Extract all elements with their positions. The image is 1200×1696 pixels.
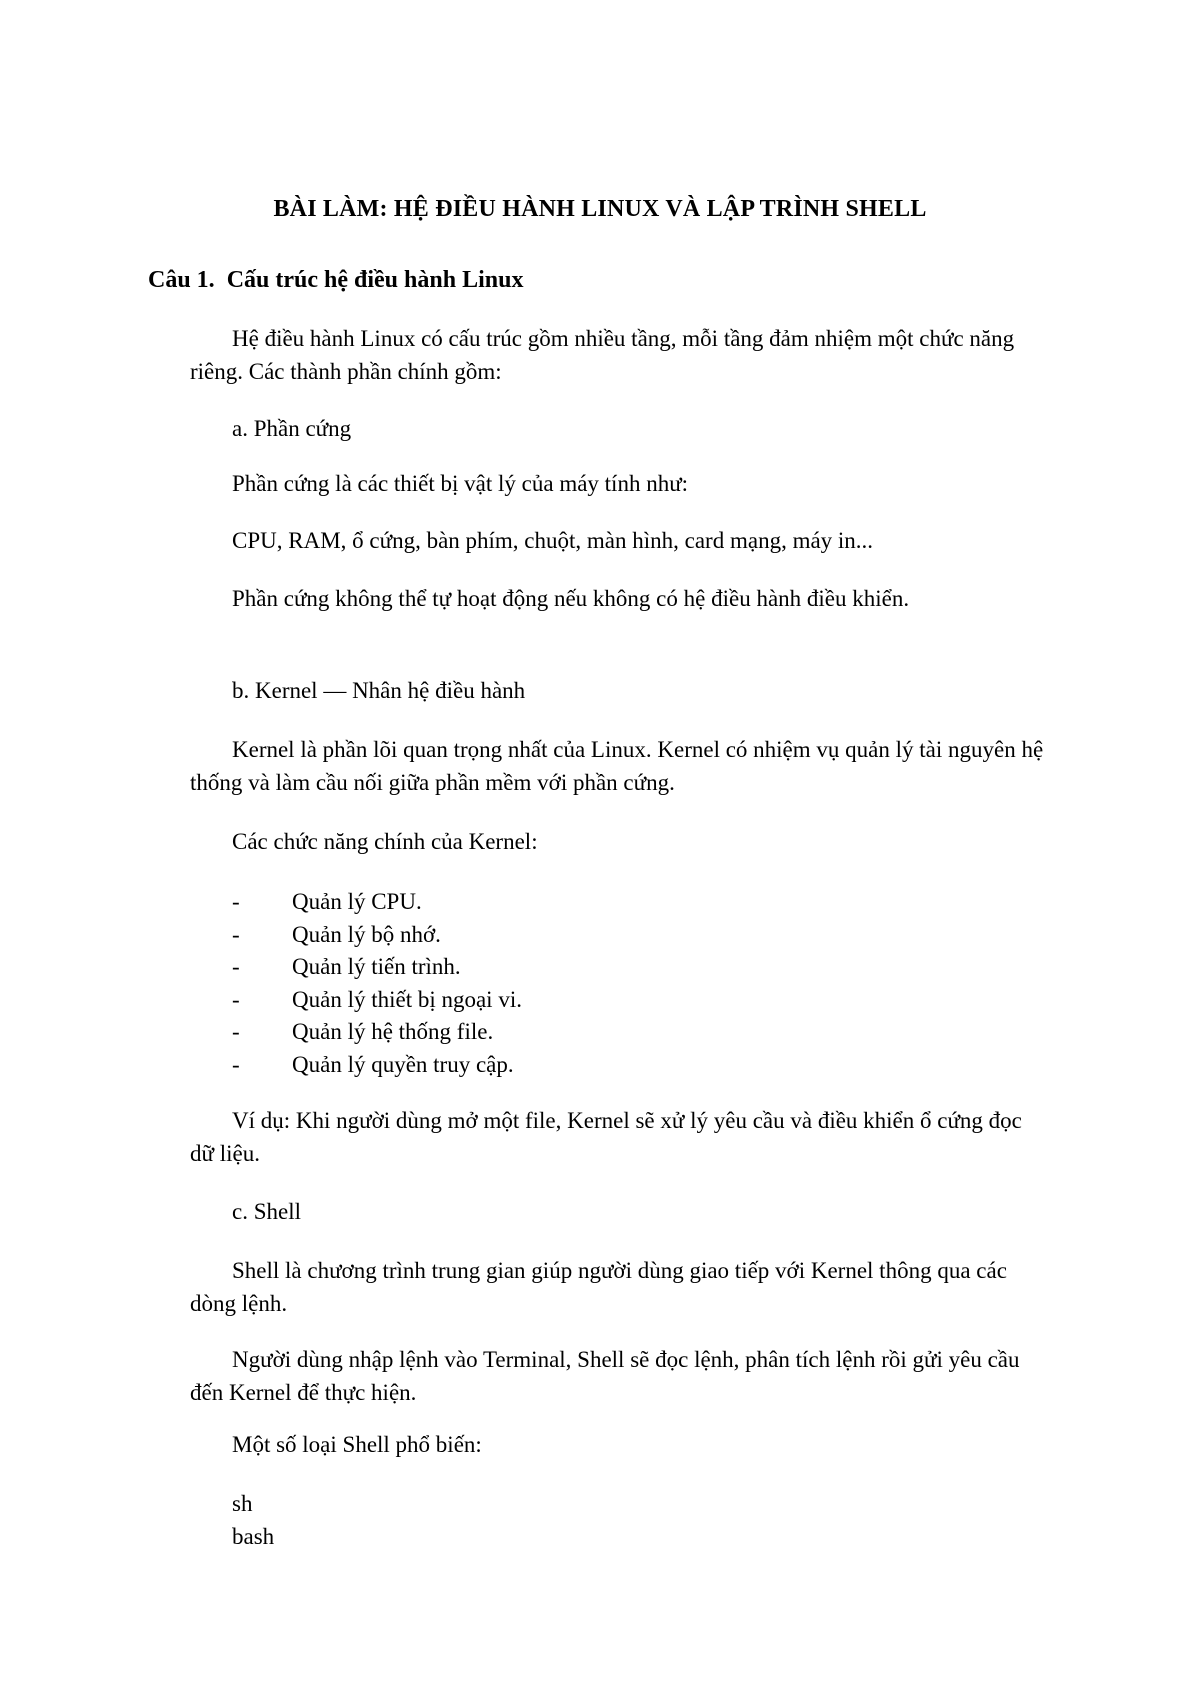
section-a-para-text: Phần cứng không thể tự hoạt động nếu không có hệ điều hành điều khiển. [232, 586, 910, 611]
list-item-text: Quản lý tiến trình. [292, 954, 461, 980]
section-b-heading: b. Kernel — Nhân hệ điều hành [232, 678, 526, 703]
question-number: Câu 1. [148, 267, 215, 293]
list-item [232, 984, 522, 1017]
section-c-para1-text: Shell là chương trình trung gian giúp người dùng giao tiếp với Kernel thông qua các dòng lệnh. [190, 1258, 1007, 1316]
kernel-example-paragraph [190, 1104, 1050, 1170]
section-c-paragraph-2 [190, 1343, 1050, 1409]
section-a-heading: a. Phần cứng [232, 416, 352, 441]
bullet-dash: - [232, 921, 240, 947]
section-c-para2-text: Người dùng nhập lệnh vào Terminal, Shell sẽ đọc lệnh, phân tích lệnh rồi gửi yêu cầu đến Kernel để thực hiện. [190, 1347, 1020, 1405]
list-item-text: Quản lý thiết bị ngoại vi. [292, 986, 522, 1012]
intro-paragraph [190, 322, 1050, 388]
question-text: Cấu trúc hệ điều hành Linux [226, 267, 524, 293]
list-item-text: Quản lý bộ nhớ. [292, 921, 441, 947]
list-item [232, 1049, 522, 1082]
question-heading [148, 267, 523, 294]
bullet-dash: - [232, 1051, 240, 1077]
kernel-functions-label: Các chức năng chính của Kernel: [232, 829, 538, 854]
list-item-text: Quản lý CPU. [292, 889, 422, 914]
list-item-text: Quản lý hệ thống file. [292, 1019, 494, 1045]
shell-types-label: Một số loại Shell phổ biến: [232, 1432, 482, 1457]
kernel-functions-list [232, 886, 522, 1082]
list-item [232, 886, 522, 919]
list-item [232, 919, 522, 952]
list-item [232, 1016, 522, 1049]
document-title: BÀI LÀM: HỆ ĐIỀU HÀNH LINUX VÀ LẬP TRÌNH SHELL [273, 196, 927, 222]
kernel-example-text: Ví dụ: Khi người dùng mở một file, Kernel sẽ xử lý yêu cầu và điều khiển ổ cứng đọc dữ liệu. [190, 1108, 1022, 1166]
section-a-paragraph [190, 582, 1050, 615]
bullet-dash: - [232, 1019, 240, 1045]
section-b-paragraph [190, 733, 1050, 799]
section-b-para-text: Kernel là phần lõi quan trọng nhất của Linux. Kernel có nhiệm vụ quản lý tài nguyên hệ thống và làm cầu nối giữa phần mềm với phần cứng. [190, 737, 1044, 795]
section-a-line2: CPU, RAM, ổ cứng, bàn phím, chuột, màn hình, card mạng, máy in... [232, 528, 874, 553]
list-item: sh [232, 1491, 253, 1516]
list-item-text: Quản lý quyền truy cập. [292, 1051, 514, 1077]
shell-types-list [232, 1487, 274, 1553]
list-item: bash [232, 1524, 275, 1549]
list-item [232, 951, 522, 984]
bullet-dash: - [232, 986, 240, 1012]
section-a-line1: Phần cứng là các thiết bị vật lý của máy tính như: [232, 471, 689, 496]
bullet-dash: - [232, 954, 240, 980]
section-c-heading: c. Shell [232, 1199, 301, 1224]
bullet-dash: - [232, 889, 240, 914]
section-c-paragraph-1 [190, 1254, 1050, 1320]
intro-text: Hệ điều hành Linux có cấu trúc gồm nhiều tầng, mỗi tầng đảm nhiệm một chức năng riêng. Các thành phần chính gồm: [190, 326, 1015, 384]
